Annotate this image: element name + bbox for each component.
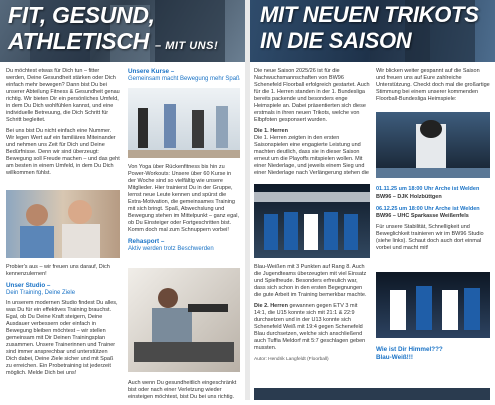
intro-paragraph-2: Bei uns bist Du nicht einfach eine Nummer. Wir legen Wert auf ein familiäres Miteinander und nehmen uns Zeit für Dich und Deine Bedürfnisse. Denn wir sind überzeugt: Bewegung soll Freude machen – und das geht am besten in einem Umfeld, in dem Du Dich willkommen fühlst.	[6, 128, 120, 176]
game2-match: BW96 – UHC Sparkasse Weißenfels	[376, 213, 469, 219]
yoga-class-photo	[128, 88, 240, 158]
fitness-class-photo	[6, 190, 120, 258]
right-column-1-lower	[254, 264, 370, 363]
rehab-subheading: Aktiv werden trotz Beschwerden	[128, 245, 214, 252]
herren2-label: Die 2. Herren	[254, 303, 288, 309]
left-column-1	[6, 68, 120, 181]
right-column-2-closing	[376, 346, 490, 361]
training-text: Für unsere Stabilität, Schnelligkeit und Beweglichkeit trainieren wir im BW96 Studio (siehe links). Schaut doch auch dort einmal vorbei und macht mit!	[376, 224, 484, 251]
studio-subheading: Dein Training, Deine Ziele	[6, 289, 76, 296]
left-banner	[0, 0, 245, 62]
season-intro-text: Die neue Saison 2025/26 ist für die Nachwuchsmannschaften von BW96 Schenefeld Floorball erfolgreich gestartet. Auch für die 1. Herren standen in der 1. Bundesliga bereits packende und besonders enge Heimspiele an. Dabei präsentierten sich diese erstmals in ihren neuen Trikots, welche von Elbpfoten gesponsert wurden.	[254, 68, 370, 123]
right-page	[250, 0, 495, 400]
try-it-text: Probier's aus – wir freuen uns darauf, Dich kennenzulernen!	[6, 264, 110, 277]
left-column-2-mid	[128, 164, 240, 256]
left-banner-line2: ATHLETISCH	[8, 28, 149, 54]
studio-text: In unserem modernen Studio findest Du alles, was Du für ein effektives Training brauchst. Egal, ob Du Deine Kraft steigern, Deine Ausdauer verbessern oder einfach in Bewegung bleiben möchtest – wir stellen gemeinsam mit Dir Deinen Trainingsplan zusammen. Unsere Trainerinnen und Trainer sind immer ansprechbar und unterstützen Dich dabei, Deine Ziele sicher und mit Spaß zu erreichen. Ein Probetraining ist jederzeit möglich. Melde Dich bei uns!	[6, 300, 118, 376]
courses-subheading: Gemeinsam macht Bewegung mehr Spaß	[128, 75, 240, 82]
support-text: Wir blicken weiter gespannt auf die Saison und freuen uns auf Eure zahlreiche Unterstützung. Checkt doch mal die großartige Stimmung bei einem unserer kommenden Floorball-Bundesliga Heimspiele:	[376, 68, 490, 102]
closing-question: Wie ist Dir Himmel???	[376, 346, 443, 353]
left-column-2-bottom	[128, 380, 240, 405]
left-banner-title	[8, 2, 218, 59]
match-action-photo	[376, 272, 490, 338]
closing-answer: Blau-Weiß!!!	[376, 353, 413, 361]
right-banner-line1: MIT NEUEN TRIKOTS	[260, 2, 479, 27]
bottom-photo-strip	[254, 388, 490, 400]
right-column-1-top	[254, 68, 370, 181]
courses-heading: Unsere Kurse –	[128, 68, 175, 75]
right-column-2-top	[376, 68, 490, 107]
left-column-1-lower	[6, 264, 120, 381]
goalie-photo	[376, 112, 490, 178]
herren1-text: Die 1. Herren zeigten in den ersten Saisonspielen eine engagierte Leistung und machten deutlich, dass sie in dieser Saison erneut um die Playoffs mitspielen wollen. Mit einer Niederlage, und jeweils einem Sieg und einer Niederlage nach Verlängerung stehen die	[254, 135, 369, 176]
game1-date: 01.11.25 um 18:00 Uhr Arche ist Welden	[376, 186, 480, 192]
herren2-text: gewannen gegen ETV 3 mit 14:1, die U15 konnte sich mit 21:1 & 22:9 durchsetzen und in der U13 konnte sich Schenefeld Weiß mit 19:4 gegen Schenefeld Blau durchsetzen, welche sich anschließend auch Tuffia Meldorf mit 5:7 geschlagen geben mussten.	[254, 303, 366, 351]
left-banner-suffix: – MIT UNS!	[155, 40, 219, 52]
rehab-training-photo	[128, 268, 240, 372]
left-banner-line1: FIT, GESUND,	[8, 2, 155, 28]
game2-date: 06.12.25 um 18:00 Uhr Arche ist Welden	[376, 205, 480, 212]
studio-heading: Unser Studio –	[6, 282, 51, 289]
left-page	[0, 0, 245, 400]
rehab-heading: Rehasport –	[128, 238, 165, 245]
rehab-text: Auch wenn Du gesundheitlich eingeschränkt bist oder nach einer Verletzung wieder einsteigen möchtest, bist Du bei uns richtig.	[128, 380, 237, 400]
author-credit: Autor: Hendrik Langfeldt (Floorball)	[254, 357, 329, 362]
team-photo	[254, 184, 370, 258]
left-column-2-top	[128, 68, 240, 86]
standings-text: Blau-Weißen mit 3 Punkten auf Rang 8. Auch die Jugendteams überzeugten mit viel Einsatz und Spielfreude. Besonders erfreulich war, dass sich schon in den ersten Begegnungen die gute Arbeit im Training bemerkbar machte.	[254, 264, 367, 298]
herren1-label: Die 1. Herren	[254, 128, 288, 134]
game1-match: BW96 – DJK Holzbüttgen	[376, 193, 442, 200]
courses-text: Von Yoga über Rückenfitness bis hin zu Power-Workouts: Unsere über 60 Kurse in der Woche sind so vielfältig wie unsere Mitglieder. Hier trainierst Du in der Gruppe, lernst neue Leute kennen und spürst die Extra-Motivation, die gemeinsames Training mit sich bringt. Spaß, Abwechslung und Bewegung stehen im Mittelpunkt – ganz egal, ob Du Einsteiger oder Fortgeschritten bist. Komm doch mal zum Schnuppern vorbei!	[128, 164, 239, 233]
right-column-2-games	[376, 186, 490, 256]
right-banner-line2: IN DIE SAISON	[260, 28, 412, 53]
right-banner	[250, 0, 495, 62]
intro-paragraph-1: Du möchtest etwas für Dich tun – fitter werden, Deine Gesundheit stärken oder Dich einfach mehr bewegen? Dann bist Du bei unserer Abteilung Fitness & Gesundheit genau richtig. Wir bieten Dir ein persönliches Umfeld, in dem Du Dich wohlfühlen kannst, und eine individuelle Betreuung, die Dich Schritt für Schritt begleitet.	[6, 68, 120, 123]
right-banner-title	[260, 2, 479, 54]
